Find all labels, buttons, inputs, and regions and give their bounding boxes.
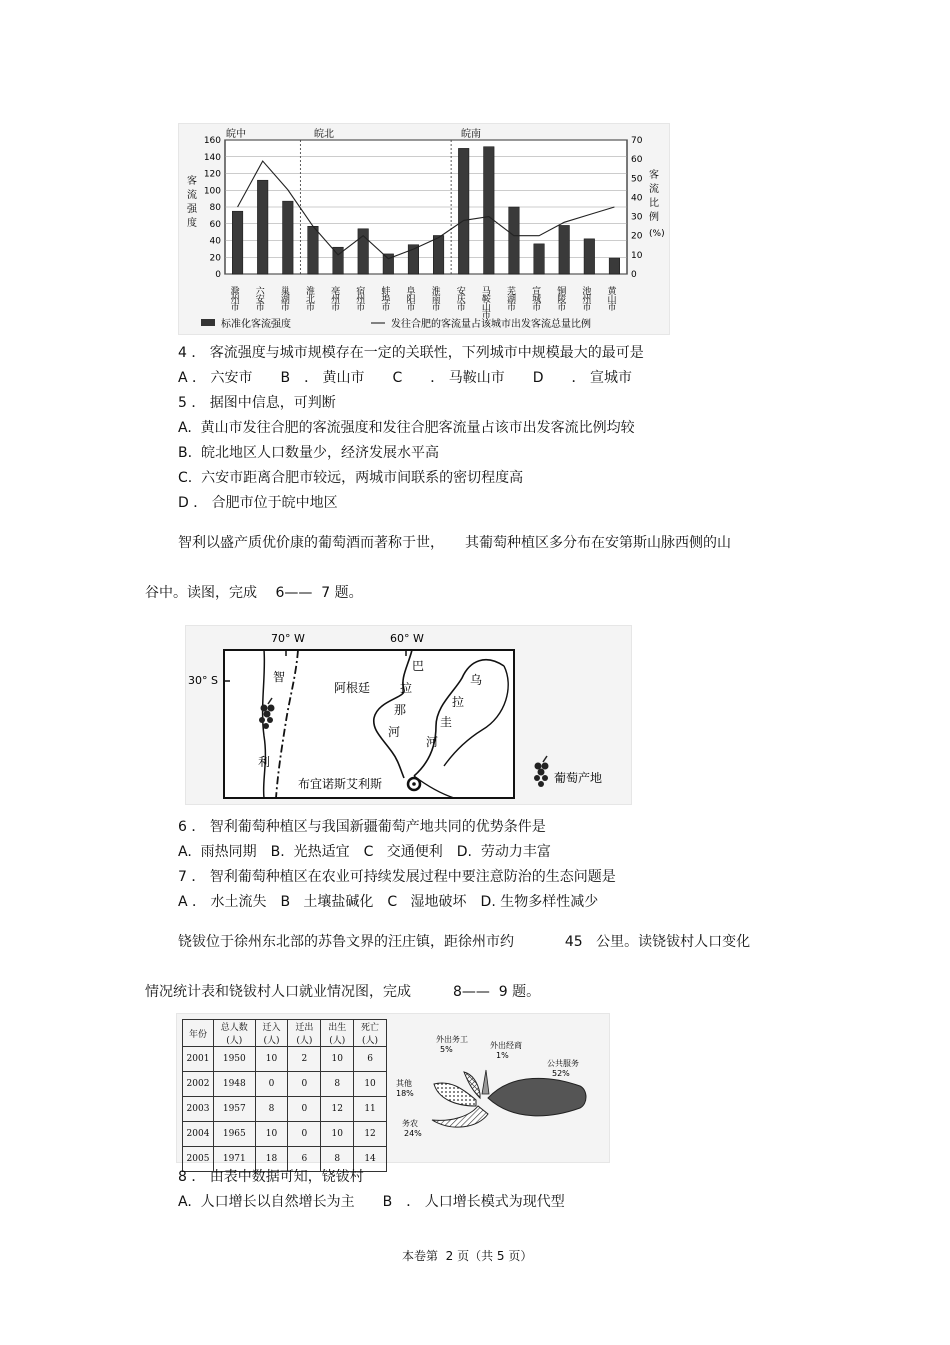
- parana-label-4: 河: [388, 725, 401, 739]
- chile-label-1: 智: [273, 670, 286, 684]
- bar: [308, 226, 319, 274]
- legend-grape-label: 葡萄产地: [554, 771, 603, 785]
- table-header-death: 死亡(人): [354, 1020, 387, 1047]
- passenger-flow-chart-svg: [179, 124, 669, 334]
- q6-stem: 6 ． 智利葡萄种植区与我国新疆葡萄产地共同的优势条件是: [178, 819, 546, 835]
- buenos-aires-label: 布宜诺斯艾利斯: [298, 777, 383, 791]
- right-tick-label: 70: [631, 136, 643, 146]
- table-header-total: 总人数(人): [214, 1020, 256, 1047]
- label-business: 外出经商: [490, 1041, 522, 1050]
- category-label: 黄山市: [605, 286, 616, 310]
- bar: [458, 148, 469, 274]
- left-tick-label: 80: [209, 203, 221, 213]
- bar: [534, 244, 545, 274]
- category-label: 滁州市: [228, 286, 239, 310]
- table-cell: 11: [354, 1097, 387, 1122]
- table-cell: 10: [255, 1047, 288, 1072]
- right-tick-label: 20: [631, 231, 643, 242]
- chile-intro-line1: 智利以盛产质优价康的葡萄酒而著称于世， 其葡萄种植区多分布在安第斯山脉西侧的山: [178, 535, 731, 551]
- left-tick-label: 40: [209, 236, 221, 247]
- table-cell: 0: [288, 1097, 321, 1122]
- table-row: [183, 1072, 387, 1097]
- category-label: 淮北市: [303, 286, 314, 310]
- population-figure: [176, 1013, 610, 1163]
- q5-option-a: A. 黄山市发往合肥的客流强度和发往合肥客流量占该市出发客流比例均较: [178, 420, 635, 436]
- chile-map-figure: [185, 625, 632, 805]
- table-cell: 10: [321, 1047, 354, 1072]
- table-cell: 12: [354, 1122, 387, 1147]
- left-tick-label: 60: [209, 219, 221, 230]
- passenger-flow-chart: [178, 123, 670, 335]
- chile-map-svg: [186, 626, 631, 804]
- table-header-year: 年份: [183, 1020, 214, 1047]
- table-cell: 2002: [183, 1072, 214, 1097]
- label-farming-pct: 24%: [404, 1129, 422, 1138]
- uruguay-label-1: 乌: [470, 673, 483, 687]
- left-axis-title-4: 度: [187, 218, 197, 229]
- pie-slice-other: [434, 1083, 476, 1106]
- right-tick-label: 0: [631, 270, 637, 280]
- table-header-row: [183, 1020, 387, 1047]
- left-tick-label: 20: [209, 253, 221, 264]
- right-axis-title-3: 比: [649, 198, 659, 209]
- category-label: 池州市: [580, 286, 591, 310]
- right-axis-title-5: (%): [649, 229, 665, 239]
- legend-bar-label: 标准化客流强度: [221, 319, 291, 330]
- category-label: 淮南市: [429, 286, 440, 310]
- left-axis-title-2: 流: [187, 190, 197, 201]
- table-cell: 8: [255, 1097, 288, 1122]
- q8-options: A. 人口增长以自然增长为主 B ． 人口增长模式为现代型: [178, 1194, 565, 1210]
- table-cell: 1948: [214, 1072, 256, 1097]
- parana-label-1: 巴: [412, 659, 425, 673]
- legend-bar-swatch: [201, 319, 215, 326]
- table-header-out: 迁出(人): [288, 1020, 321, 1047]
- parana-label-2: 拉: [400, 681, 413, 695]
- right-tick-label: 40: [631, 193, 643, 204]
- parana-label-3: 那: [394, 703, 407, 717]
- q5-option-c: C. 六安市距离合肥市较远，两城市间联系的密切程度高: [178, 470, 524, 486]
- table-cell: 14: [354, 1147, 387, 1172]
- right-tick-label: 50: [631, 174, 643, 185]
- legend-line-label: 发往合肥的客流量占该城市出发客流总量比例: [391, 319, 591, 330]
- table-cell: 1957: [214, 1097, 256, 1122]
- naobo-intro-line2: 情况统计表和铙钹村人口就业情况图，完成 8—— 9 题。: [145, 984, 541, 1000]
- bar: [257, 180, 268, 274]
- table-cell: 6: [354, 1047, 387, 1072]
- right-axis-title: [649, 169, 665, 239]
- lat-30-label: 30° S: [188, 674, 218, 687]
- category-label: 芜湖市: [504, 286, 515, 310]
- right-axis-title-4: 例: [649, 212, 659, 223]
- argentina-label: 阿根廷: [334, 681, 371, 695]
- table-cell: 12: [321, 1097, 354, 1122]
- bar: [509, 207, 520, 274]
- category-label: 铜陵市: [555, 286, 566, 310]
- pie-slice-farming: [432, 1106, 488, 1127]
- table-cell: 18: [255, 1147, 288, 1172]
- table-header-in: 迁入(人): [255, 1020, 288, 1047]
- uruguay-label-4: 河: [426, 735, 439, 749]
- category-label: 六安市: [253, 286, 264, 310]
- table-cell: 1971: [214, 1147, 256, 1172]
- naobo-intro-line1: 铙钹位于徐州东北部的苏鲁文界的汪庄镇，距徐州市约 45 公里。读铙钹村人口变化: [178, 934, 751, 950]
- q5-option-d: D ． 合肥市位于皖中地区: [178, 495, 338, 511]
- label-other-pct: 18%: [396, 1089, 414, 1098]
- q6-options: A. 雨热同期 B. 光热适宜 C 交通便利 D. 劳动力丰富: [178, 844, 551, 860]
- category-label: 宣城市: [530, 286, 541, 310]
- right-tick-label: 10: [631, 250, 643, 261]
- label-public-service: 公共服务: [547, 1059, 579, 1068]
- q5-option-b: B. 皖北地区人口数量少，经济发展水平高: [178, 445, 439, 461]
- lon-70-label: 70° W: [271, 632, 305, 645]
- pie-slice-public-service: [488, 1078, 586, 1116]
- right-tick-label: 60: [631, 155, 643, 166]
- table-row: [183, 1122, 387, 1147]
- label-migrant-work: 外出务工: [436, 1035, 468, 1044]
- bar: [484, 147, 495, 274]
- label-migrant-work-pct: 5%: [440, 1045, 453, 1054]
- uruguay-label-2: 拉: [452, 695, 465, 709]
- bar: [283, 201, 294, 274]
- q8-stem: 8 ． 由表中数据可知，铙钹村: [178, 1169, 364, 1185]
- q4-stem: 4 ． 客流强度与城市规模存在一定的关联性，下列城市中规模最大的最可是: [178, 345, 644, 361]
- region-label-central: 皖中: [226, 129, 246, 140]
- table-cell: 2001: [183, 1047, 214, 1072]
- left-axis-title: [187, 175, 198, 229]
- left-axis-title-3: 强: [187, 204, 197, 215]
- q7-options: A ． 水土流失 B 土壤盐碱化 C 湿地破坏 D. 生物多样性减少: [178, 894, 599, 910]
- bar: [232, 211, 243, 274]
- category-label: 马鞍山市: [479, 286, 490, 318]
- pie-slice-business: [482, 1070, 489, 1094]
- table-cell: 2003: [183, 1097, 214, 1122]
- page-footer: 本卷第 2 页（共 5 页）: [402, 1249, 533, 1263]
- q7-stem: 7 ． 智利葡萄种植区在农业可持续发展过程中要注意防治的生态问题是: [178, 869, 616, 885]
- table-cell: 0: [288, 1122, 321, 1147]
- category-label: 蚌埠市: [379, 286, 390, 310]
- population-table: [182, 1019, 387, 1172]
- table-cell: 2: [288, 1047, 321, 1072]
- left-axis-title-1: 客: [187, 176, 197, 187]
- table-cell: 0: [255, 1072, 288, 1097]
- category-label: 阜阳市: [404, 286, 415, 310]
- table-cell: 10: [354, 1072, 387, 1097]
- bar: [433, 235, 444, 274]
- right-tick-label: 30: [631, 212, 643, 223]
- buenos-aires-dot: [412, 782, 416, 786]
- table-cell: 2005: [183, 1147, 214, 1172]
- chile-intro-line2: 谷中。读图，完成 6—— 7 题。: [145, 585, 363, 601]
- category-label: 安庆市: [454, 286, 465, 310]
- left-tick-label: 0: [215, 270, 221, 280]
- chile-label-2: 利: [258, 755, 271, 769]
- right-axis-title-2: 流: [649, 184, 659, 195]
- left-tick-label: 100: [203, 186, 221, 197]
- table-header-birth: 出生(人): [321, 1020, 354, 1047]
- table-cell: 0: [288, 1072, 321, 1097]
- category-label: 宿州市: [354, 286, 365, 310]
- bar: [584, 239, 595, 274]
- q5-stem: 5 ． 据图中信息，可判断: [178, 395, 336, 411]
- uruguay-label-3: 圭: [440, 715, 453, 729]
- legend-grape-icon: [534, 756, 549, 787]
- table-cell: 8: [321, 1072, 354, 1097]
- table-cell: 2004: [183, 1122, 214, 1147]
- left-tick-label: 120: [203, 169, 221, 180]
- q4-options: A ． 六安市 B ． 黄山市 C ． 马鞍山市 D ． 宣城市: [178, 370, 632, 386]
- label-business-pct: 1%: [496, 1051, 509, 1060]
- label-public-service-pct: 52%: [552, 1069, 570, 1078]
- category-label: 巢湖市: [278, 286, 289, 310]
- table-cell: 1965: [214, 1122, 256, 1147]
- table-cell: 8: [321, 1147, 354, 1172]
- employment-pie-svg: [392, 1014, 607, 1162]
- left-tick-label: 160: [203, 136, 221, 146]
- label-farming: 务农: [402, 1119, 418, 1128]
- right-axis-title-1: 客: [649, 170, 659, 181]
- region-label-north: 皖北: [314, 129, 334, 140]
- label-other: 其他: [396, 1079, 412, 1088]
- table-cell: 6: [288, 1147, 321, 1172]
- region-label-south: 皖南: [461, 129, 481, 140]
- category-label: 亳州市: [329, 286, 340, 310]
- bar: [609, 258, 620, 274]
- table-cell: 10: [255, 1122, 288, 1147]
- left-tick-label: 140: [203, 152, 221, 163]
- bar: [559, 225, 570, 274]
- lon-60-label: 60° W: [390, 632, 424, 645]
- table-row: [183, 1097, 387, 1122]
- table-cell: 10: [321, 1122, 354, 1147]
- table-row: [183, 1047, 387, 1072]
- table-cell: 1950: [214, 1047, 256, 1072]
